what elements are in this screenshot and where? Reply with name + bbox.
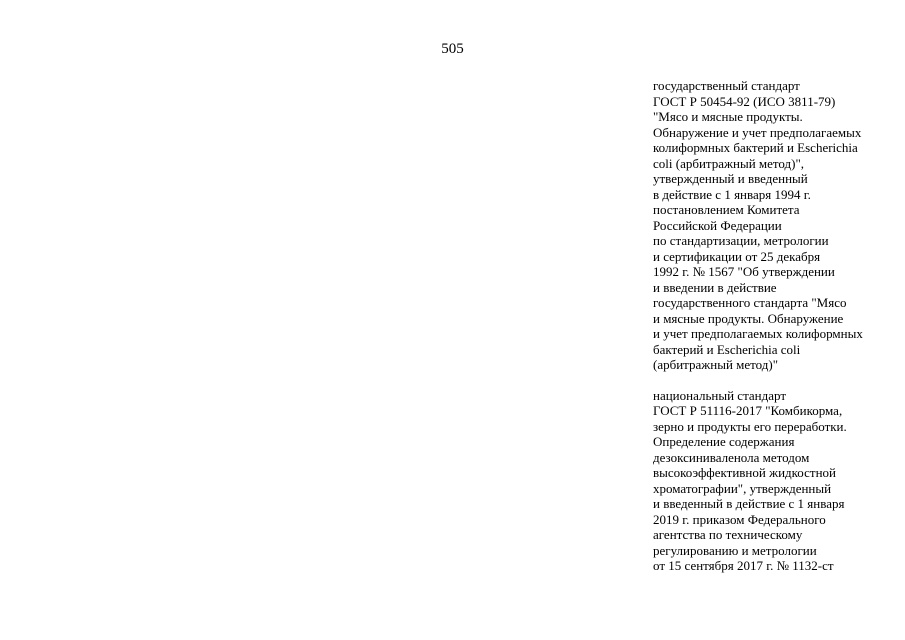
entry-line: утвержденный и введенный bbox=[653, 171, 808, 186]
entry-line: зерно и продукты его переработки. bbox=[653, 418, 847, 434]
entry-line: государственный стандарт bbox=[653, 78, 800, 93]
entry-line: ГОСТ Р 51116-2017 "Комбикорма, bbox=[653, 403, 843, 418]
entry-line: государственного стандарта "Мясо bbox=[653, 295, 847, 310]
entry-line: бактерий и Escherichia coli bbox=[653, 341, 801, 357]
entry-line: "Мясо и мясные продукты. bbox=[653, 109, 803, 124]
entry-line: 1992 г. № 1567 "Об утверждении bbox=[653, 264, 835, 279]
page-number: 505 bbox=[441, 41, 464, 57]
entry-line: агентства по техническому bbox=[653, 527, 803, 542]
entry-line: дезоксиниваленола методом bbox=[653, 449, 810, 465]
entry-line: и учет предполагаемых колиформных bbox=[653, 326, 863, 341]
entry-line: ГОСТ Р 50454-92 (ИСО 3811-79) bbox=[653, 93, 836, 109]
entry-line: от 15 сентября 2017 г. № 1132-ст bbox=[653, 558, 834, 573]
entry-line: национальный стандарт bbox=[653, 387, 787, 403]
standard-entry-gost-r-51116-2017 bbox=[653, 388, 898, 574]
standards-column bbox=[653, 78, 898, 574]
entry-line: Российской Федерации bbox=[653, 217, 782, 233]
entry-line: и сертификации от 25 декабря bbox=[653, 248, 821, 264]
entry-line: 2019 г. приказом Федерального bbox=[653, 511, 826, 527]
entry-line: Обнаружение и учет предполагаемых bbox=[653, 124, 862, 140]
entry-line: высокоэффективной жидкостной bbox=[653, 465, 836, 480]
entry-line: и мясные продукты. Обнаружение bbox=[653, 310, 844, 326]
entry-line: Определение содержания bbox=[653, 434, 795, 449]
entry-line: регулированию и метрологии bbox=[653, 542, 817, 558]
entry-line: по стандартизации, метрологии bbox=[653, 233, 829, 248]
entry-line: в действие с 1 января 1994 г. bbox=[653, 186, 811, 202]
entry-line: и введении в действие bbox=[653, 279, 777, 295]
entry-line: и введенный в действие с 1 января bbox=[653, 496, 845, 511]
entry-line: колиформных бактерий и Escherichia bbox=[653, 140, 858, 155]
entry-line: (арбитражный метод)" bbox=[653, 357, 779, 372]
entry-line: постановлением Комитета bbox=[653, 202, 800, 217]
standard-entry-gost-r-50454-92 bbox=[653, 78, 898, 373]
entry-line: хроматографии", утвержденный bbox=[653, 480, 832, 496]
entry-line: coli (арбитражный метод)", bbox=[653, 155, 805, 171]
